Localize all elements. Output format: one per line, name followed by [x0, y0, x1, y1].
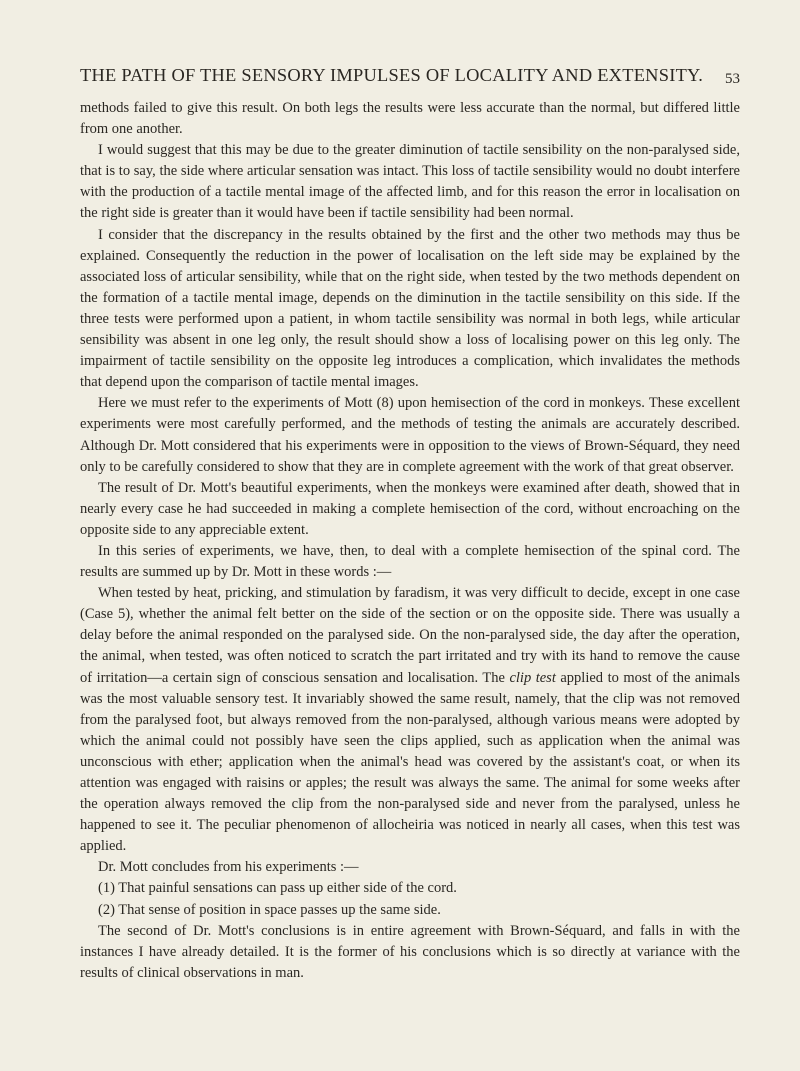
conclusion-item: (1) That painful sensations can pass up either side of the cord.	[98, 880, 457, 897]
page-header	[80, 60, 740, 96]
paragraph: The result of Dr. Mott's beautiful experiments, when the monkeys were examined after death, showed that in nearly every case he had succeeded in making a complete hemisection of the cord, without encroaching on the opposite side to any appreciable extent.	[80, 479, 740, 538]
paragraph: I consider that the discrepancy in the results obtained by the first and the other two methods may thus be explained. Consequently the reduction in the power of localisation on the left side may be explained by the associated loss of articular sensibility, while that on the right side, when tested by the two methods dependent on the formation of a tactile mental image, depends on the diminution in the tactile sensibility on this side. If the three tests were performed upon a patient, in whom tactile sensibility was normal in both legs, while articular sensibility was absent in one leg only, the result should show a loss of localising power on this leg only. The impairment of tactile sensibility on the opposite leg introduces a complication, which invalidates the methods that depend upon the comparison of tactile mental images.	[80, 226, 740, 391]
quote-text: When tested by heat, pricking, and stimulation by faradism, it was very difficult to decide, except in one case (Case 5), whether the animal felt better on the side of the section or on the opposite side. There was usually a delay before the animal responded on the paralysed side. On the non-paralysed side, the day after the operation, the animal, when tested, was often noticed to scratch the part irritated and try with its hand to remove the cause of irritation—a certain sign of conscious sensation and localisation.	[80, 585, 740, 686]
paragraph: In this series of experiments, we have, then, to deal with a complete hemisection of the spinal cord. The results are summed up by Dr. Mott in these words :—	[80, 542, 740, 581]
paragraph: methods failed to give this result. On both legs the results were less accurate than the normal, but differed little from one another.	[80, 100, 740, 138]
quoted-paragraph	[80, 583, 740, 857]
paragraph: I would suggest that this may be due to the greater diminution of tactile sensibility on the non-paralysed side, that is to say, the side where articular sensation was intact. This loss of tactile sensibility would no doubt interfere with the production of a tactile mental image of the affected limb, and for this reason the error in localisation on the right side is greater than it would have been if tactile sensibility had been normal.	[80, 142, 740, 222]
paragraph: The second of Dr. Mott's conclusions is in entire agreement with Brown-Séquard, and falls in with the instances I have already detailed. It is the former of his conclusions which is so directly at variance with the results of clinical observations in man.	[80, 922, 740, 981]
running-title: THE PATH OF THE SENSORY IMPULSES OF LOCALITY AND EXTENSITY.	[80, 65, 704, 85]
conclusion-item: (2) That sense of position in space passes up the same side.	[98, 901, 441, 918]
clip-test-term: clip test	[509, 669, 556, 686]
paragraph: Here we must refer to the experiments of Mott (8) upon hemisection of the cord in monkeys. These excellent experiments were most carefully performed, and the methods of testing the animals are accurately described. Although Dr. Mott considered that his experiments were in opposition to the views of Brown-Séquard, they need only to be carefully considered to show that they are in complete agreement with the work of that great observer.	[80, 395, 740, 475]
page-number: 53	[725, 71, 740, 87]
paragraph: Dr. Mott concludes from his experiments :—	[98, 859, 359, 876]
quote-text-continued: applied to most of the animals was the most valuable sensory test. It invariably showed the same result, namely, that the clip was not removed from the paralysed foot, but always removed from the non-paralysed, although various means were adopted by which the animal could not possibly have seen the clips applied, such as application when the animal was unconscious with ether; application when the animal's head was covered by the assistant's coat, or when its attention was engaged with raisins or apples; the result was always the same. The animal for some weeks after the operation always removed the clip from the non-paralysed side and never from the paralysed, unless he happened to see it. The peculiar phenomenon of allocheiria was noticed in nearly all cases, when this test was applied.	[80, 669, 740, 855]
quote-prefix: The	[482, 669, 505, 686]
body-text	[80, 98, 740, 984]
